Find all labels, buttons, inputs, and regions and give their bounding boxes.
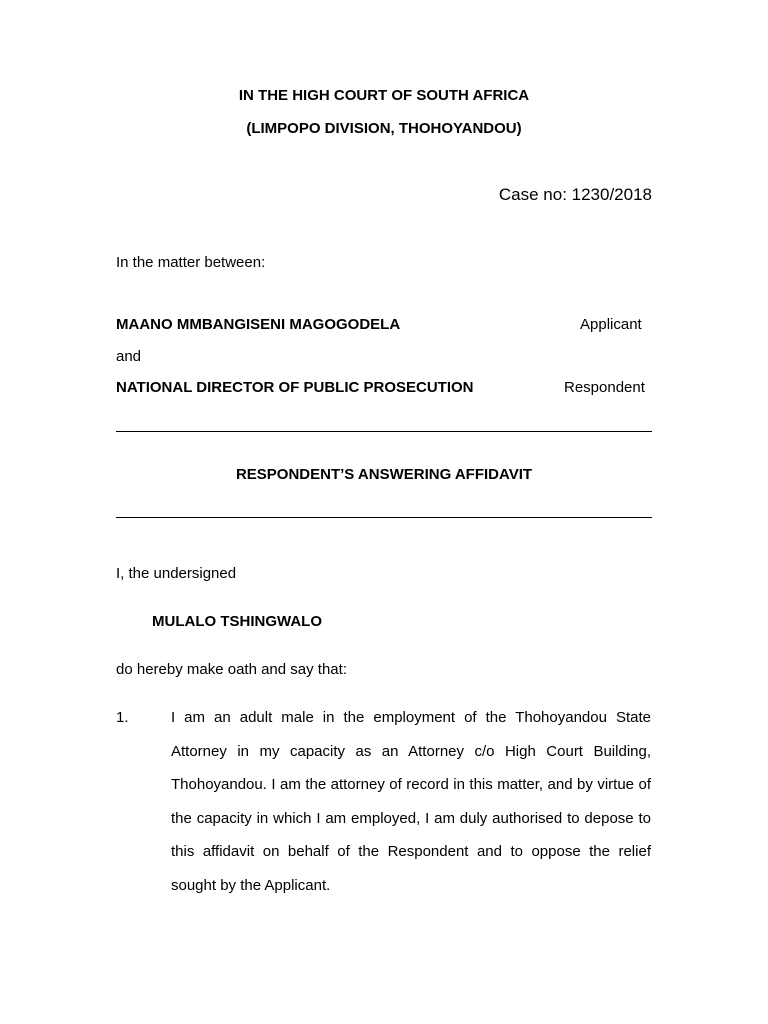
court-heading-line1: IN THE HIGH COURT OF SOUTH AFRICA [238,87,530,104]
title-top-rule [116,431,652,432]
respondent-role: Respondent [564,379,645,396]
document-title: RESPONDENT’S ANSWERING AFFIDAVIT [235,466,533,483]
case-number: Case no: 1230/2018 [498,185,652,204]
applicant-role: Applicant [580,316,642,333]
deponent-intro: I, the undersigned [116,565,237,582]
paragraph-number: 1. [116,709,129,726]
deponent-name: MULALO TSHINGWALO [152,613,322,630]
applicant-name: MAANO MMBANGISENI MAGOGODELA [116,316,401,333]
title-bottom-rule [116,517,652,518]
paragraph-text: I am an adult male in the employment of the Thohoyandou State Attorney in my capacity as an Attorney c/o High Court Building, Thohoyandou. I am the attorney of record in this matter, and by virtue of the capacity in which I am employed, I am duly authorised to depose to this affidavit on behalf of the Respondent and to oppose the relief sought by the Applicant. [171,709,651,894]
party-conjunction: and [116,348,142,365]
court-heading-line2: (LIMPOPO DIVISION, THOHOYANDOU) [246,120,522,137]
respondent-name: NATIONAL DIRECTOR OF PUBLIC PROSECUTION [116,379,474,396]
oath-statement: do hereby make oath and say that: [116,661,347,678]
matter-intro: In the matter between: [116,254,266,271]
